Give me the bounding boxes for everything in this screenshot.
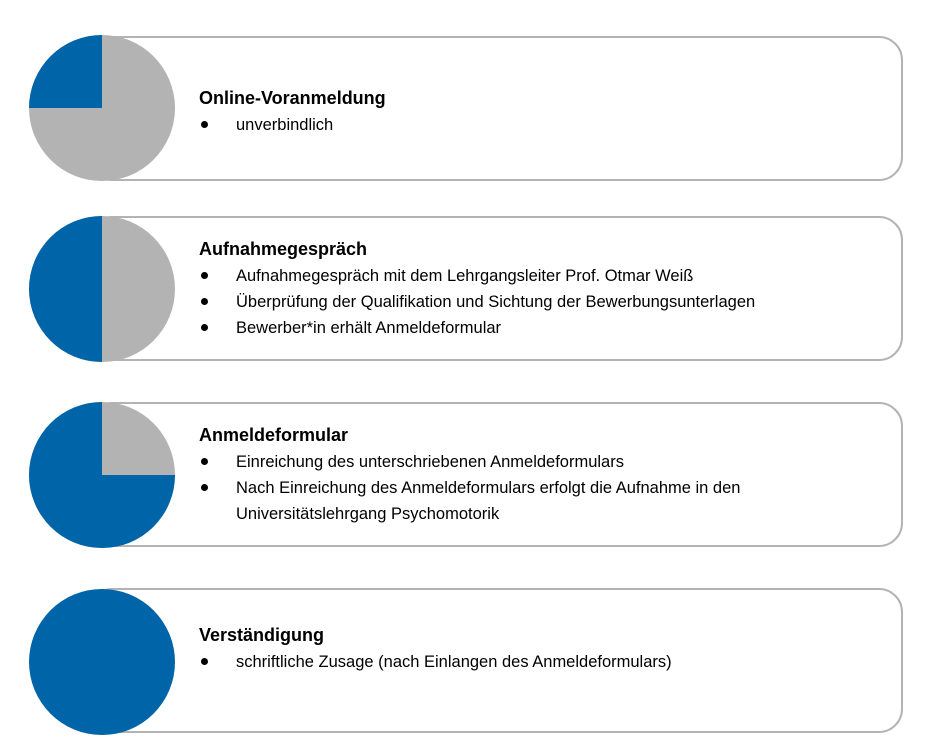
bullet-list <box>199 649 672 675</box>
step-title: Aufnahmegespräch <box>199 239 368 259</box>
progress-pie <box>28 588 176 736</box>
list-item: Überprüfung der Qualifikation und Sichtung der Bewerbungsunterlagen <box>199 289 755 315</box>
progress-pie <box>28 34 176 182</box>
list-item: Nach Einreichung des Anmeldeformulars erfolgt die Aufnahme in den Universitätslehrgang Psychomotorik <box>199 475 836 527</box>
bullet-list <box>199 112 386 138</box>
pie-filled-sector <box>29 35 102 108</box>
bullet-list <box>199 449 836 527</box>
bullet-icon <box>201 272 208 279</box>
list-item: schriftliche Zusage (nach Einlangen des Anmeldeformulars) <box>199 649 672 675</box>
list-item: Einreichung des unterschriebenen Anmeldeformulars <box>199 449 836 475</box>
bullet-list <box>199 263 755 341</box>
list-item: Bewerber*in erhält Anmeldeformular <box>199 315 755 341</box>
bullet-icon <box>201 298 208 305</box>
list-item: Aufnahmegespräch mit dem Lehrgangsleiter Prof. Otmar Weiß <box>199 263 755 289</box>
pie-filled-sector <box>29 589 175 735</box>
progress-pie <box>28 215 176 363</box>
bullet-icon <box>201 658 208 665</box>
pie-filled-sector <box>29 216 102 362</box>
step-title: Anmeldeformular <box>199 425 349 445</box>
bullet-icon <box>201 324 208 331</box>
bullet-icon <box>201 121 208 128</box>
step-title: Verständigung <box>199 625 325 645</box>
progress-pie <box>28 401 176 549</box>
list-item: unverbindlich <box>199 112 386 138</box>
step-title: Online-Voranmeldung <box>199 88 386 108</box>
bullet-icon <box>201 458 208 465</box>
bullet-icon <box>201 484 208 491</box>
